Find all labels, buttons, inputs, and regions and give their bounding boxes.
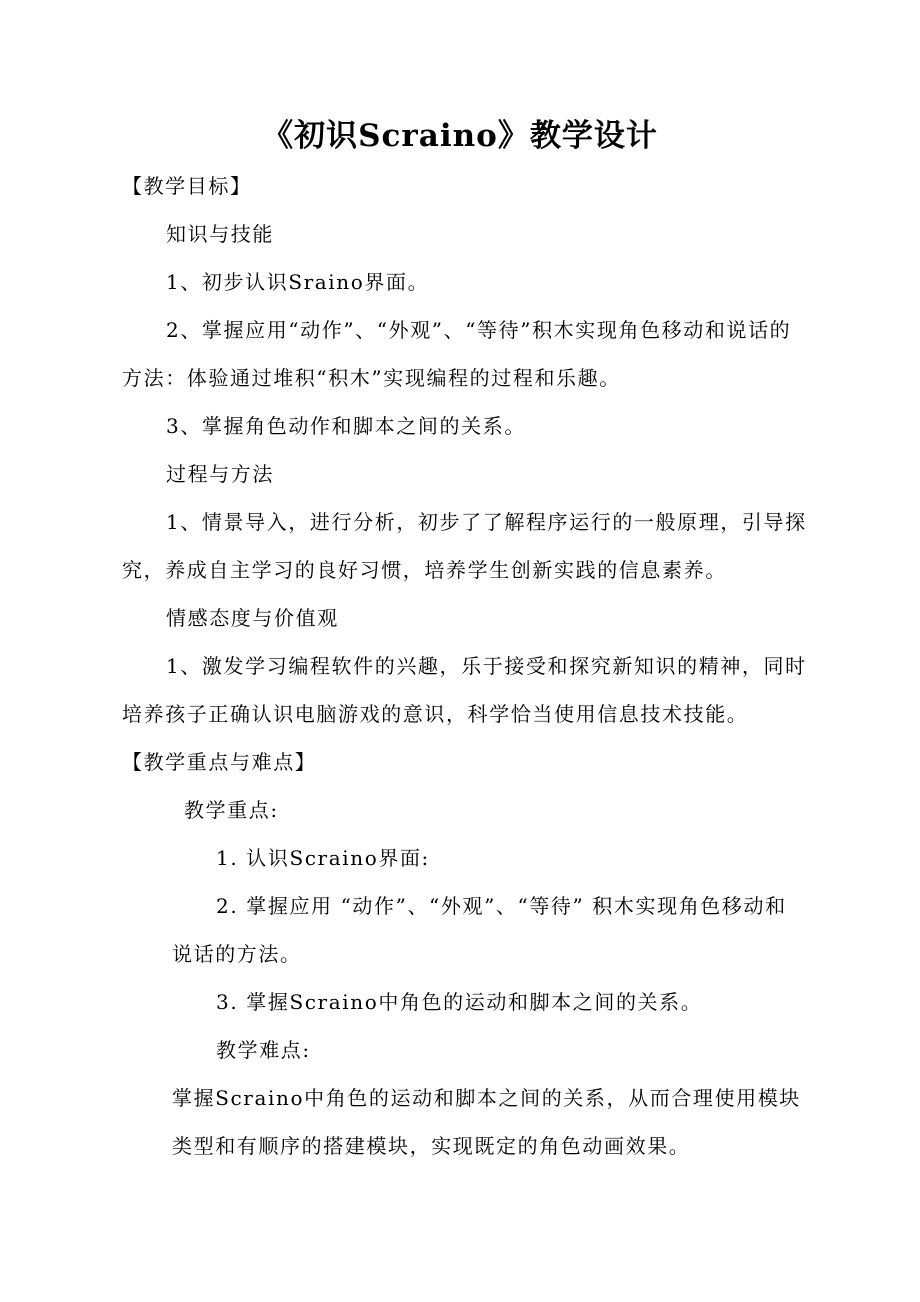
list-item-continuation: 说话的方法。: [172, 942, 302, 966]
subsection-heading-knowledge-skills: 知识与技能: [166, 222, 274, 246]
list-item: 1. 认识Scraino界面:: [216, 846, 430, 870]
subsection-heading-key-points: 教学重点:: [184, 798, 279, 822]
paragraph-line: 类型和有顺序的搭建模块，实现既定的角色动画效果。: [172, 1134, 691, 1158]
section-heading-teaching-objectives: 【教学目标】: [122, 174, 252, 198]
subsection-heading-process-methods: 过程与方法: [166, 462, 274, 486]
paragraph-line: 1、激发学习编程软件的兴趣，乐于接受和探究新知识的精神，同时: [166, 654, 807, 678]
paragraph-line: 究，养成自主学习的良好习惯，培养学生创新实践的信息素养。: [122, 558, 727, 582]
subsection-heading-difficult-points: 教学难点:: [216, 1038, 311, 1062]
document-title: 《初识Scraino》教学设计: [262, 118, 658, 154]
paragraph-line: 1、情景导入，进行分析，初步了了解程序运行的一般原理，引导探: [166, 510, 807, 534]
paragraph-line: 1、初步认识Sraino界面。: [166, 270, 430, 294]
paragraph-line: 3、掌握角色动作和脚本之间的关系。: [166, 414, 526, 438]
paragraph-line: 掌握Scraino中角色的运动和脚本之间的关系，从而合理使用模块: [172, 1086, 801, 1110]
paragraph-line: 方法：体验通过堆积“积木”实现编程的过程和乐趣。: [122, 366, 621, 390]
list-item: 2. 掌握应用 “动作”、“外观”、“等待” 积木实现角色移动和: [216, 894, 787, 918]
paragraph-line: 2、掌握应用“动作”、“外观”、“等待”积木实现角色移动和说话的: [166, 318, 792, 342]
subsection-heading-emotion-values: 情感态度与价值观: [166, 606, 339, 630]
section-heading-key-difficult-points: 【教学重点与难点】: [122, 750, 317, 774]
paragraph-line: 培养孩子正确认识电脑游戏的意识，科学恰当使用信息技术技能。: [122, 702, 749, 726]
list-item: 3. 掌握Scraino中角色的运动和脚本之间的关系。: [216, 990, 703, 1014]
